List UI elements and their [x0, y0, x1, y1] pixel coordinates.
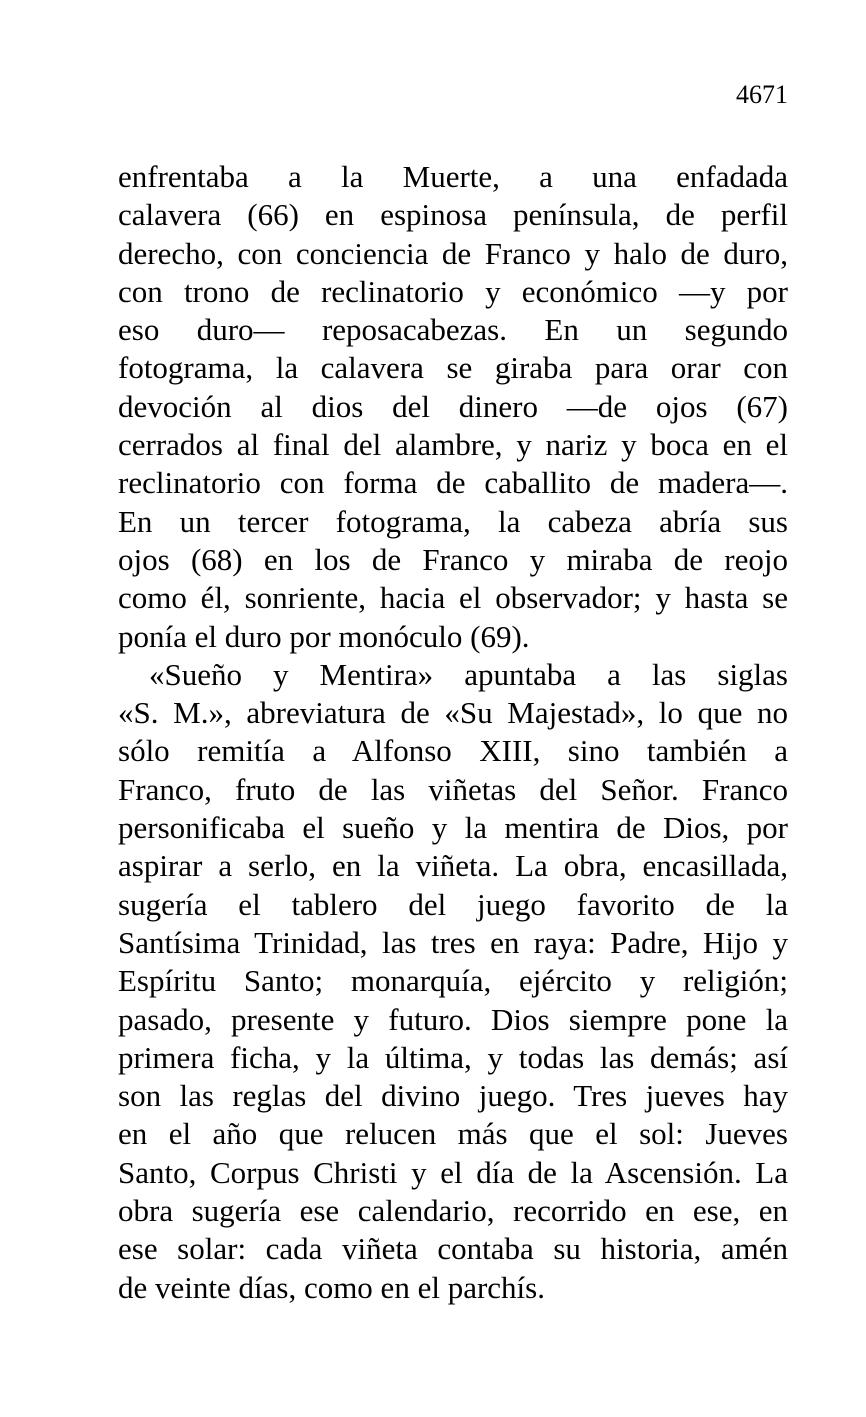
text-line: Santo, Corpus Christi y el día de la Ascensión. La: [118, 1154, 788, 1190]
text-line: como él, sonriente, hacia el observador; y hasta se: [118, 580, 788, 616]
text-line: aspirar a serlo, en la viñeta. La obra, encasillada,: [118, 848, 788, 884]
text-line: «S. M.», abreviatura de «Su Majestad», lo que no: [118, 695, 788, 731]
text-line: sugería el tablero del juego favorito de la: [118, 886, 788, 922]
text-line: calavera (66) en espinosa península, de perfil: [118, 197, 788, 233]
text-line: reclinatorio con forma de caballito de madera—.: [118, 465, 788, 501]
text-line: cerrados al final del alambre, y nariz y boca en el: [118, 427, 788, 463]
text-line: en el año que relucen más que el sol: Jueves: [118, 1116, 788, 1152]
text-line: obra sugería ese calendario, recorrido en ese, en: [118, 1193, 788, 1229]
text-line: son las reglas del divino juego. Tres jueves hay: [118, 1078, 788, 1114]
paragraph-1: [118, 158, 788, 656]
text-line: derecho, con conciencia de Franco y halo de duro,: [118, 235, 788, 271]
text-line: ponía el duro por monóculo (69).: [118, 618, 530, 654]
text-line: personificaba el sueño y la mentira de Dios, por: [118, 810, 788, 846]
text-line: Santísima Trinidad, las tres en raya: Padre, Hijo y: [118, 924, 788, 960]
text-line: ojos (68) en los de Franco y miraba de reojo: [118, 541, 788, 577]
text-line: devoción al dios del dinero —de ojos (67): [118, 388, 788, 424]
text-line: pasado, presente y futuro. Dios siempre pone la: [118, 1001, 788, 1037]
text-line: enfrentaba a la Muerte, a una enfadada: [118, 159, 788, 194]
text-line: de veinte días, como en el parchís.: [118, 1269, 545, 1305]
text-line: eso duro— reposacabezas. En un segundo: [118, 312, 788, 348]
text-line: primera ficha, y la última, y todas las demás; así: [118, 1039, 788, 1075]
text-line: con trono de reclinatorio y económico —y por: [118, 273, 788, 309]
text-line: Franco, fruto de las viñetas del Señor. Franco: [118, 771, 788, 807]
paragraph-2: [118, 656, 788, 1307]
page-number: 4671: [736, 80, 788, 109]
text-line: «Sueño y Mentira» apuntaba a las siglas: [149, 656, 788, 692]
text-line: ese solar: cada viñeta contaba su historia, amén: [118, 1231, 788, 1267]
text-line: fotograma, la calavera se giraba para orar con: [118, 350, 788, 386]
body-text: [118, 158, 788, 1307]
text-line: Espíritu Santo; monarquía, ejército y religión;: [118, 963, 788, 999]
text-line: En un tercer fotograma, la cabeza abría sus: [118, 503, 788, 539]
text-line: sólo remitía a Alfonso XIII, sino también a: [118, 733, 788, 769]
